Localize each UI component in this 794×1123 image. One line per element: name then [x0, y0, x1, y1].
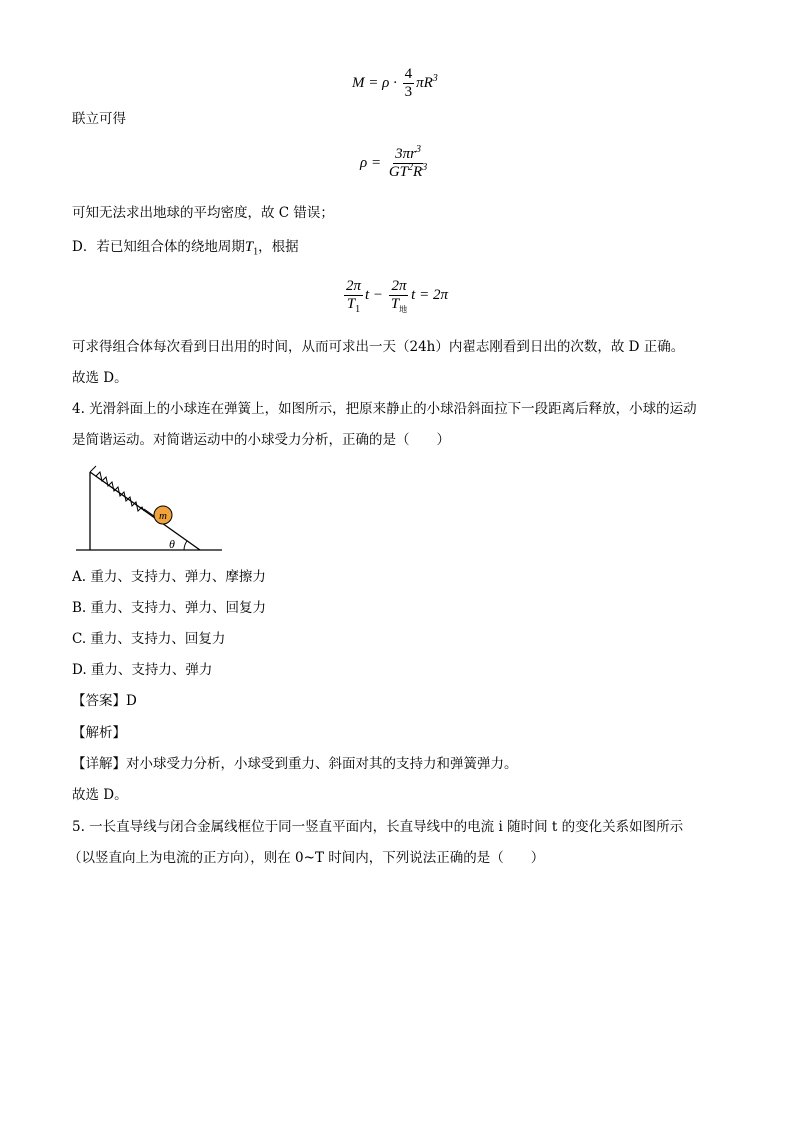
answer-value: D	[126, 693, 137, 709]
text-combine: 联立可得	[72, 111, 126, 127]
spring	[96, 472, 144, 511]
detail-text: 对小球受力分析，小球受到重力、斜面对其的支持力和弹簧弹力。	[126, 756, 518, 772]
answer-tag: 【答案】	[72, 693, 126, 709]
eq2-fraction	[387, 146, 429, 181]
eq2-num-exp: 3	[415, 144, 421, 155]
equation-period	[342, 278, 448, 313]
detail-tag: 【详解】	[72, 756, 126, 772]
text-sunrise-count: 可求得组合体每次看到日出用的时间，从而可求出一天（24h）内翟志刚看到日出的次数，故 D 正确。	[72, 339, 685, 355]
eq1-exp: 3	[432, 72, 438, 84]
text3-sub: 1	[253, 246, 259, 258]
text3-var: T	[244, 239, 254, 255]
eq3-mid: t −	[365, 286, 384, 303]
eq3-d1-text: T	[346, 296, 356, 312]
q4-option-d: D. 重力、支持力、弹力	[72, 662, 213, 678]
q4-option-a: A. 重力、支持力、弹力、摩擦力	[72, 569, 266, 585]
q4-detail	[72, 755, 518, 773]
q4-analysis-tag: 【解析】	[72, 725, 126, 741]
eq3-tail: t = 2π	[411, 286, 448, 303]
eq3-frac2	[389, 278, 409, 313]
q4-answer	[72, 692, 137, 710]
q5-stem-line2: （以竖直向上为电流的正方向），则在 0~T 时间内，下列说法正确的是（ ）	[68, 850, 545, 866]
eq2-lhs: ρ =	[360, 154, 382, 171]
eq2-num-text: 3πr	[395, 146, 416, 162]
eq3-n2: 2π	[391, 278, 407, 294]
eq2-den-exp-a: 2	[408, 162, 414, 173]
mass-label: m	[159, 510, 167, 522]
incline-spring-figure	[72, 462, 232, 556]
text-option-d-intro	[72, 238, 299, 256]
eq3-frac1	[344, 278, 363, 313]
wall-hatch	[90, 466, 96, 472]
equation-density	[360, 146, 431, 181]
text-density-conclusion: 可知无法求出地球的平均密度，故 C 错误；	[72, 205, 334, 221]
eq3-d2-sub: 地	[399, 305, 408, 314]
q4-stem-line2: 是简谐运动。对简谐运动中的小球受力分析，正确的是（ ）	[72, 432, 450, 448]
eq1-fraction	[403, 66, 415, 101]
eq3-n1: 2π	[346, 278, 362, 294]
eq3-d2-text: T	[390, 296, 400, 312]
eq1-lhs: M = ρ ·	[352, 74, 397, 91]
eq2-den-exp-b: 3	[422, 162, 428, 173]
equation-mass	[352, 66, 438, 101]
eq2-den-a: GT	[388, 164, 409, 180]
angle-label: θ	[169, 537, 175, 551]
text-choose-d: 故选 D。	[72, 370, 128, 386]
q4-option-c: C. 重力、支持力、回复力	[72, 631, 226, 647]
incline-surface	[90, 472, 200, 550]
eq1-frac-den: 3	[404, 84, 413, 100]
eq3-d1-sub: 1	[355, 304, 361, 315]
text3-main: D．若已知组合体的绕地周期	[72, 239, 245, 255]
eq1-frac-num: 4	[404, 66, 413, 82]
text3-tail: ，根据	[258, 239, 299, 255]
q4-conclusion: 故选 D。	[72, 787, 128, 803]
q4-option-b: B. 重力、支持力、弹力、回复力	[72, 600, 267, 616]
eq1-rest: πR	[416, 74, 433, 91]
eq3-d2	[389, 296, 409, 313]
eq2-den	[387, 164, 429, 181]
q4-stem-line1: 4. 光滑斜面上的小球连在弹簧上，如图所示，把原来静止的小球沿斜面拉下一段距离后释放，小球的运动	[72, 401, 697, 417]
spring-rod	[144, 509, 154, 516]
eq3-d1	[345, 296, 362, 313]
eq2-den-b: R	[413, 164, 423, 180]
q5-stem-line1: 5. 一长直导线与闭合金属线框位于同一竖直平面内，长直导线中的电流 i 随时间 t 的变化关系如图所示	[72, 819, 684, 835]
angle-arc	[184, 541, 187, 550]
